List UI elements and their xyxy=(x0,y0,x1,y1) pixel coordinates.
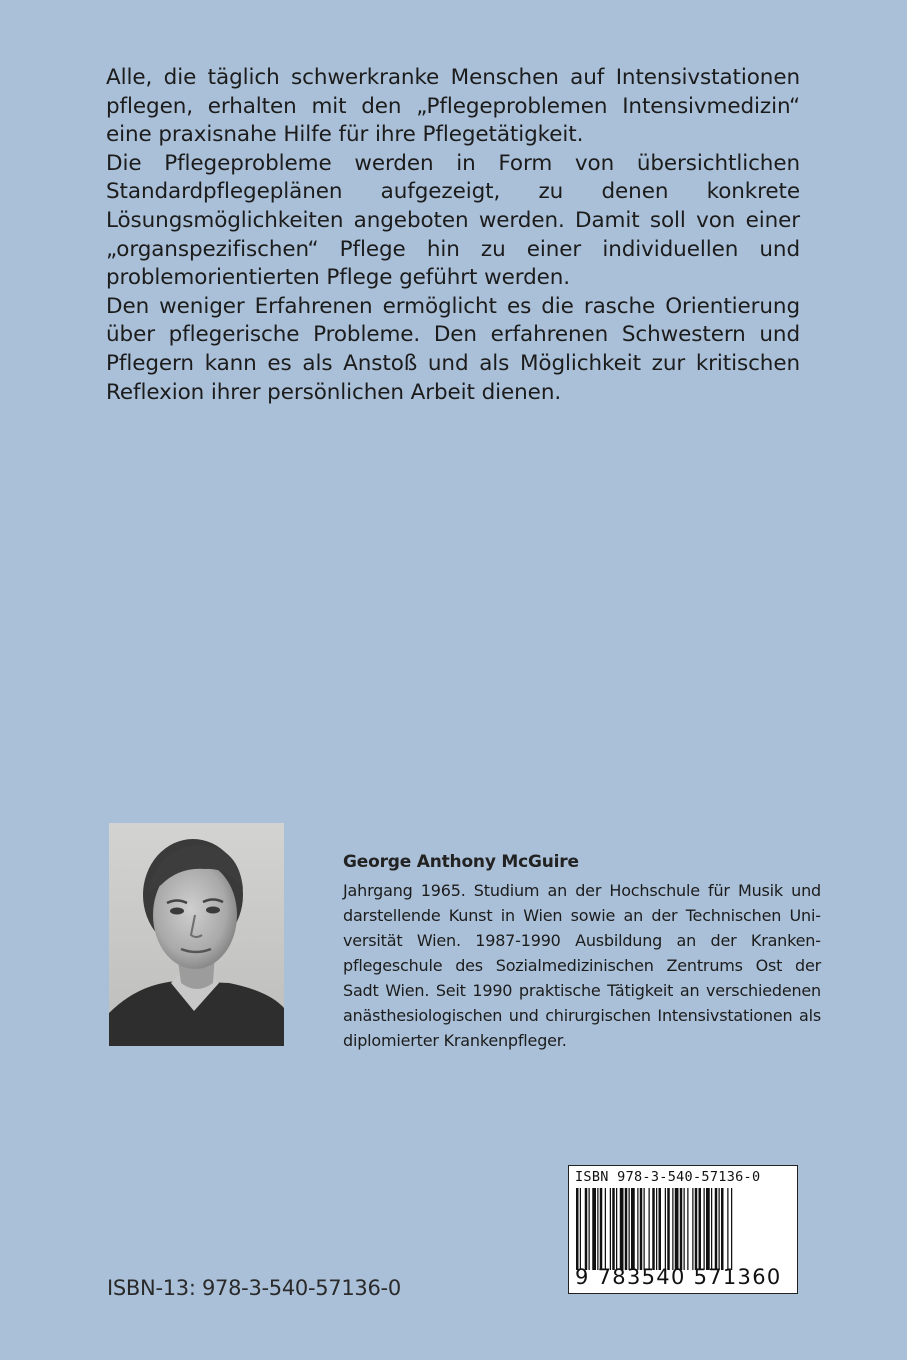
author-bio: Jahrgang 1965. Studium an der Hochschule für Musik und darstellende Kunst in Wien sowie an der Technischen Universität Wien. 1987-1990 Ausbildung an der Krankenpflegeschule des Sozialmedizinischen Zentrums Ost der Sadt Wien. Seit 1990 praktische Tätigkeit an verschiedenen anästhesiologischen und chirurgischen Intensivstationen als diplomierter Krankenpfleger. xyxy=(343,881,821,1050)
blurb-paragraph-2: Die Pflegeprobleme werden in Form von übersichtlichen Standardpflegeplänen aufgezeigt, zu denen konkrete Lösungsmöglichkeiten angeboten werden. Damit soll von einer „organspezifischen“ Pflege hin zu einer individuellen und problemorientierten Pflege geführt werden. xyxy=(106,150,800,291)
barcode-digits: 9 783540 571360 xyxy=(575,1265,782,1289)
author-photo xyxy=(109,823,284,1046)
isbn-13-label: ISBN-13: 978-3-540-57136-0 xyxy=(107,1276,401,1300)
isbn-barcode xyxy=(568,1165,798,1294)
blurb-paragraph-3: Den weniger Erfahrenen ermöglicht es die rasche Orientierung über pflegerische Probleme. Den erfahrenen Schwestern und Pflegern kann es als Anstoß und als Möglichkeit zur kritischen Reflexion ihrer persönlichen Arbeit dienen. xyxy=(106,293,800,405)
back-cover-blurb xyxy=(106,64,800,407)
blurb-paragraph-1: Alle, die täglich schwerkranke Menschen auf Intensivstationen pflegen, erhalten mit den „Pflegeproblemen Intensivmedizin“ eine praxisnahe Hilfe für ihre Pflegetätigkeit. xyxy=(106,65,800,148)
barcode-bars xyxy=(576,1188,790,1270)
author-name: George Anthony McGuire xyxy=(343,852,579,872)
author-section xyxy=(343,850,821,1053)
barcode-isbn-label: ISBN 978-3-540-57136-0 xyxy=(575,1169,761,1185)
